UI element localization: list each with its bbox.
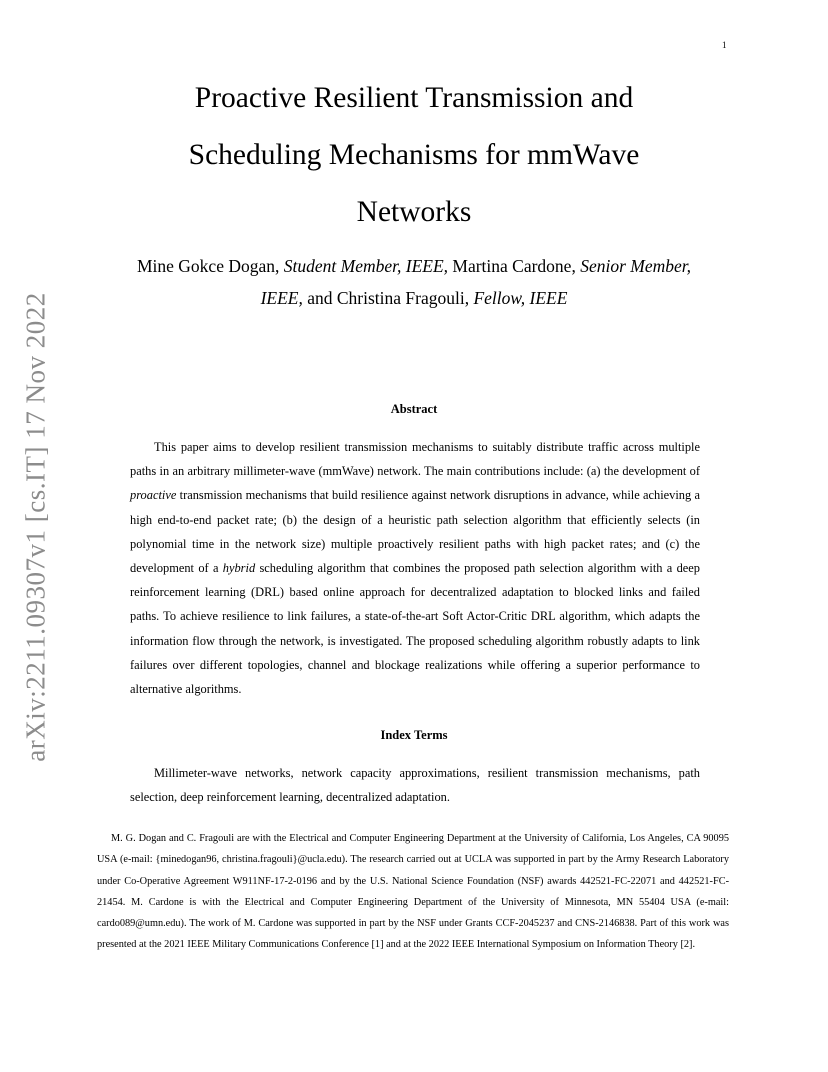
author-name: Mine Gokce Dogan, bbox=[136, 256, 280, 276]
abstract-heading: Abstract bbox=[390, 402, 438, 416]
abstract-body bbox=[130, 435, 700, 701]
author-name: Martina Cardone, bbox=[452, 256, 576, 276]
author-affiliation-role: Senior Member, IEEE, bbox=[260, 256, 692, 308]
abstract-emphasis: hybrid bbox=[222, 561, 256, 576]
author-list bbox=[120, 250, 708, 314]
affiliation-footnote: M. G. Dogan and C. Fragouli are with the Electrical and Computer Engineering Department at the University of California, Los Angeles, CA 90095 USA (e-mail: {minedogan96, christina.fragouli}@ucla.edu). The research carried out at UCLA was supported in part by the Army Research Laboratory under Co-Operative Agreement W911NF-17-2-0196 and by the U.S. National Science Foundation (NSF) awards 442521-FC-22071 and 442521-FC-21454. M. Cardone is with the Electrical and Computer Engineering Department of the University of Minnesota, MN 55404 USA (e-mail: cardo089@umn.edu). The work of M. Cardone was supported in part by the NSF under Grants CCF-2045237 and CNS-2146838. Part of this work was presented at the 2021 IEEE Military Communications Conference [1] and at the 2022 IEEE International Symposium on Information Theory [2]. bbox=[97, 833, 729, 951]
author-name: Christina Fragouli, bbox=[336, 288, 470, 308]
author-affiliation-role: Student Member, IEEE, bbox=[283, 256, 449, 276]
abstract-text: transmission mechanisms that build resilience against network disruptions in advance, while achieving a high end-to-end packet rate; (b) the design of a heuristic path selection algorithm that efficiently selects (in polynomial time in the network size) multiple proactively resilient paths with high packet rates; and (c) the development of a bbox=[130, 488, 700, 576]
paper-title: Proactive Resilient Transmission and Scheduling Mechanisms for mmWave Networks bbox=[188, 82, 640, 228]
arxiv-side-stamp: arXiv:2211.09307v1 [cs.IT] 17 Nov 2022 bbox=[20, 292, 51, 762]
abstract-emphasis: proactive bbox=[130, 488, 177, 503]
page-number: 1 bbox=[722, 40, 727, 50]
author-connector: and bbox=[307, 288, 333, 308]
abstract-text: scheduling algorithm that combines the proposed path selection algorithm with a deep reinforcement learning (DRL) based online approach for decentralized adaptation to blocked links and failed paths. To achieve resilience to link failures, a state-of-the-art Soft Actor-Critic DRL algorithm, which adapts the information flow through the network, is investigated. The proposed scheduling algorithm robustly adapts to link failures over different topologies, channel and blockage realizations while offering a superior performance to alternative algorithms. bbox=[130, 561, 700, 697]
index-terms-body: Millimeter-wave networks, network capacity approximations, resilient transmission mechanisms, path selection, deep reinforcement learning, decentralized adaptation. bbox=[130, 766, 700, 805]
author-affiliation-role: Fellow, IEEE bbox=[473, 288, 568, 308]
abstract-text: This paper aims to develop resilient transmission mechanisms to suitably distribute traffic across multiple paths in an arbitrary millimeter-wave (mmWave) network. The main contributions include: (a) the development of bbox=[130, 440, 700, 479]
index-terms-heading: Index Terms bbox=[380, 728, 448, 742]
